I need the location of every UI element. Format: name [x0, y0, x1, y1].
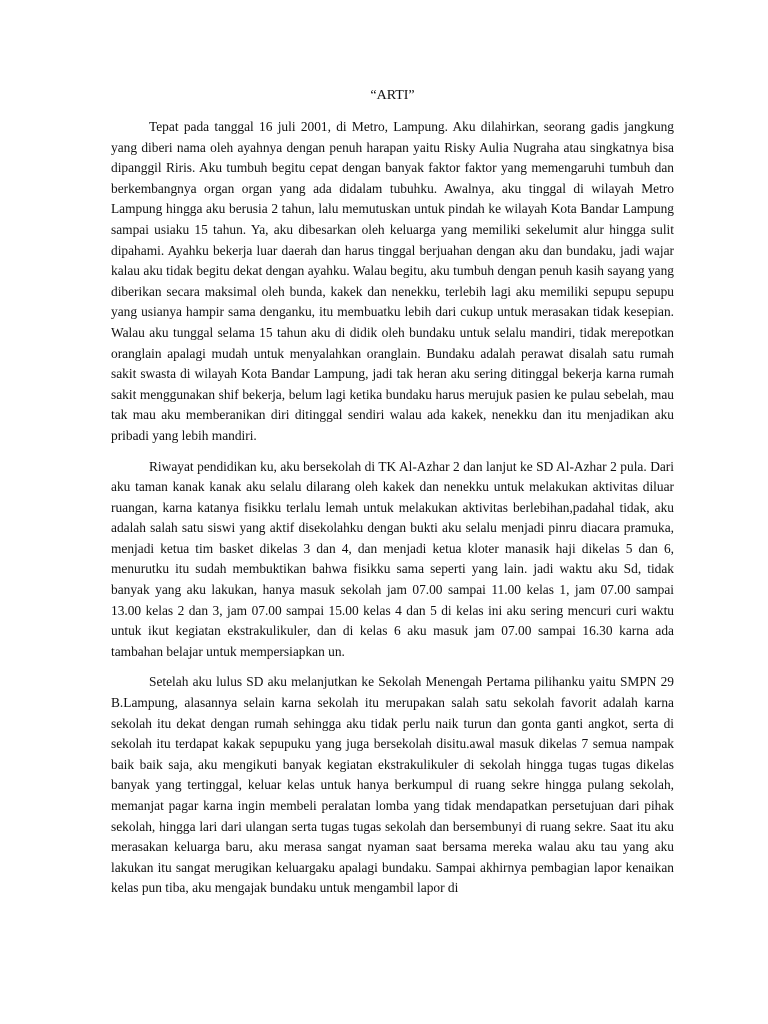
- paragraph-education: Riwayat pendidikan ku, aku bersekolah di TK Al-Azhar 2 dan lanjut ke SD Al-Azhar 2 pula. Dari aku taman kanak kanak aku selalu dilarang oleh kakek dan nenekku untuk melakukan aktivitas diluar ruangan, karna katanya fisikku terlalu lemah untuk melakukan aktivitas berlebihan,padahal tidak, aku adalah salah satu siswi yang aktif disekolahku dengan bukti aku selalu menjadi pinru diacara pramuka, menjadi ketua tim basket dikelas 3 dan 4, dan menjadi ketua kloter manasik haji dikelas 5 dan 6, menurutku itu sudah membuktikan bahwa fisikku sama seperti yang lain. jadi waktu aku Sd, tidak banyak yang aku lakukan, hanya masuk sekolah jam 07.00 sampai 11.00 kelas 1, jam 07.00 sampai 13.00 kelas 2 dan 3, jam 07.00 sampai 15.00 kelas 4 dan 5 di kelas ini aku sering mencuri curi waktu untuk ikut kegiatan ekstrakulikuler, dan di kelas 6 aku masuk jam 07.00 sampai 16.30 karna ada tambahan belajar untuk mempersiapkan un.: [111, 458, 674, 659]
- document-title: “ARTI”: [370, 88, 415, 103]
- paragraph-junior-high: Setelah aku lulus SD aku melanjutkan ke Sekolah Menengah Pertama pilihanku yaitu SMPN 29 B.Lampung, alasannya selain karna sekolah itu merupakan salah satu sekolah favorit adalah karna sekolah itu dekat dengan rumah sehingga aku tidak perlu naik turun dan gonta ganti angkot, serta di sekolah itu terdapat kakak sepupuku yang juga bersekolah disitu.awal masuk dikelas 7 semua nampak baik baik saja, aku mengikuti banyak kegiatan ekstrakulikuler di sekolah hingga tugas tugas dikelas banyak yang tertinggal, keluar kelas untuk hanya berkumpul di ruang sekre hingga pulang sekolah, memanjat pagar karna ingin membeli peralatan lomba yang tidak mendapatkan persetujuan dari pihak sekolah, hingga lari dari ulangan serta tugas tugas sekolah dan bersembunyi di ruang sekre. Saat itu aku merasakan keluarga baru, aku merasa sangat nyaman saat bersama mereka walau aku tau yang aku lakukan itu sangat merugikan keluargaku apalagi bundaku. Sampai akhirnya pembagian lapor kenaikan kelas pun tiba, aku mengajak bundaku untuk mengambil lapor di: [111, 674, 674, 896]
- paragraph-birth: Tepat pada tanggal 16 juli 2001, di Metro, Lampung. Aku dilahirkan, seorang gadis jangkung yang diberi nama oleh ayahnya dengan penuh harapan yaitu Risky Aulia Nugraha atau singkatnya bisa dipanggil Riris. Aku tumbuh begitu cepat dengan banyak faktor faktor yang memengaruhi tumbuh dan berkembangnya organ organ yang ada didalam tubuhku. Awalnya, aku tinggal di wilayah Metro Lampung hingga aku berusia 2 tahun, lalu memutuskan untuk pindah ke wilayah Kota Bandar Lampung sampai usiaku 15 tahun. Ya, aku dibesarkan oleh keluarga yang memiliki sekelumit alur hingga sulit dipahami. Ayahku bekerja luar daerah dan harus tinggal berjuahan dengan aku dan bundaku, jadi wajar kalau aku tidak begitu dekat dengan ayahku. Walau begitu, aku tumbuh dengan penuh kasih sayang yang diberikan secara maksimal oleh bunda, kakek dan nenekku, terlebih lagi aku memiliki sepupu sepupu yang usianya hampir sama denganku, itu membuatku lebih dari cukup untuk merasakan tidak kesepian. Walau aku tunggal selama 15 tahun aku di didik oleh bundaku untuk selalu mandiri, tidak merepotkan oranglain apalagi mudah untuk menyalahkan oranglain. Bundaku adalah perawat disalah satu rumah sakit swasta di wilayah Kota Bandar Lampung, jadi tak heran aku sering ditinggal bekerja karna rumah sakit menggunakan shif bekerja, belum lagi ketika bundaku harus merujuk pasien ke pulau sebelah, mau tak mau aku memberanikan diri ditinggal sendiri walau ada kakek, nenekku dan itu menjadikan aku pribadi yang lebih mandiri.: [111, 119, 674, 443]
